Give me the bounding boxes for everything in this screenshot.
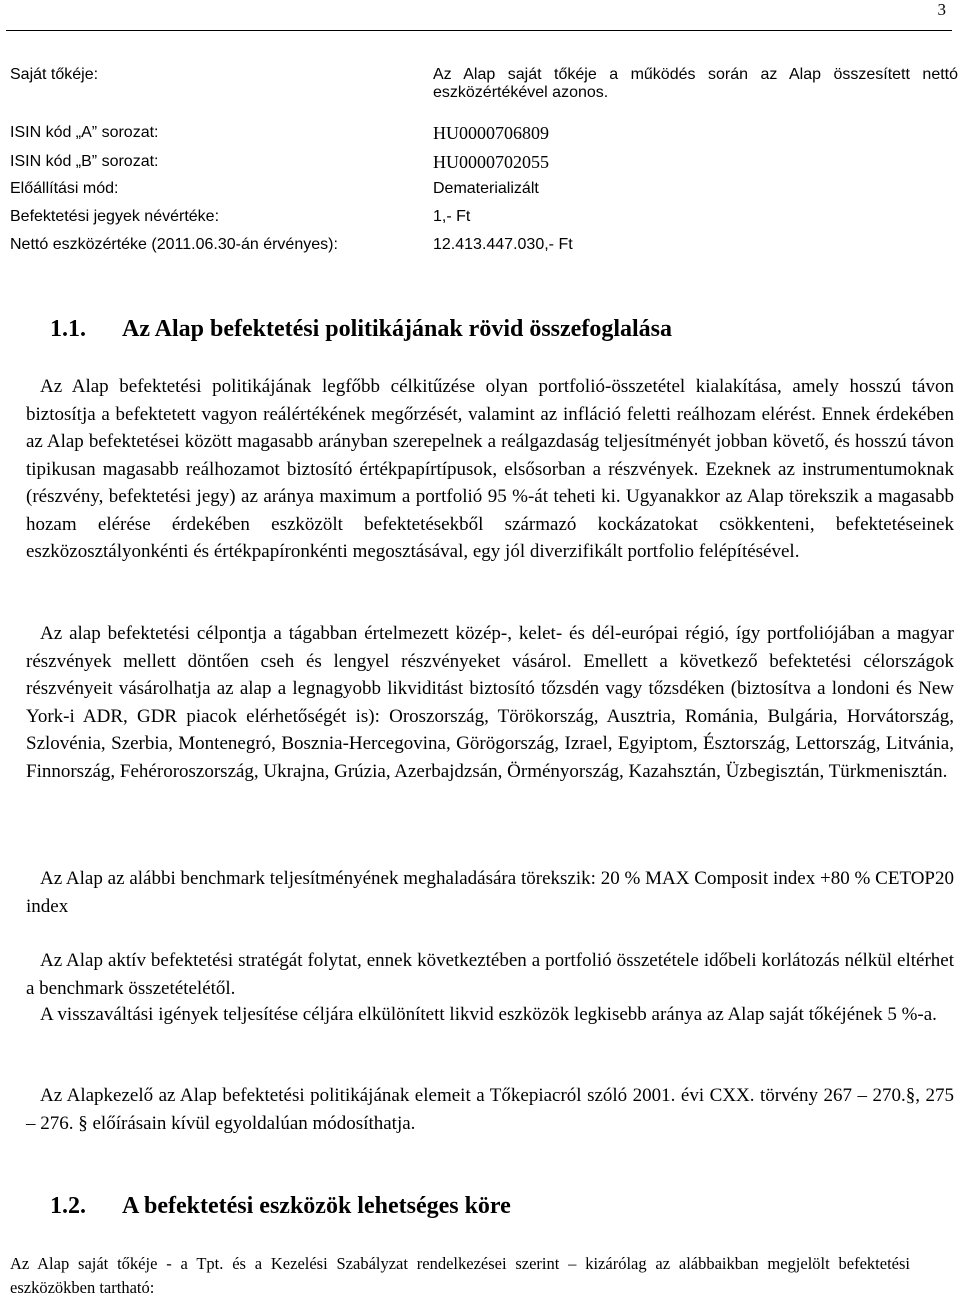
info-label: Előállítási mód:	[10, 180, 119, 197]
info-label: ISIN kód „B” sorozat:	[10, 153, 159, 170]
section-number: 1.2.	[50, 1193, 86, 1219]
section-title: A befektetési eszközök lehetséges köre	[122, 1193, 511, 1219]
paragraph-text: Az Alap saját tőkéje - a Tpt. és a Kezelési Szabályzat rendelkezései szerint – kizárólag az alábbaikban megjelölt befektetési eszközökben tartható:	[10, 1254, 910, 1297]
paragraph	[26, 947, 954, 1002]
info-value: Az Alap saját tőkéje a működés során az Alap összesített nettó eszközértékével azonos.	[433, 66, 958, 101]
paragraph	[10, 1252, 910, 1300]
paragraph-text: A visszaváltási igények teljesítése céljára elkülönített likvid eszközök legkisebb aránya az Alap saját tőkéjének 5 %-a.	[40, 1004, 937, 1025]
info-value: Dematerializált	[433, 180, 539, 197]
info-value: HU0000706809	[433, 123, 549, 143]
page-number: 3	[937, 0, 946, 19]
section-heading-1-2	[50, 1193, 511, 1220]
info-value: HU0000702055	[433, 152, 549, 172]
paragraph	[26, 1082, 954, 1137]
paragraph-text: Az Alap aktív befektetési stratégát folytat, ennek következtében a portfolió összetétele időbeli korlátozás nélkül eltérhet a benchmark összetételétől.	[26, 950, 954, 999]
paragraph-text: Az alap befektetési célpontja a tágabban értelmezett közép-, kelet- és dél-európai régió, így portfoliójában a magyar részvények mellett döntően cseh és lengyel részvényeket vásárol. Emellett a következő befektetési célországok részvényeit vásárolhatja az alap a legnagyobb likviditást biztosító tőzsdén vagy tőzsdéken (biztosítva a londoni és New York-i ADR, GDR piacok elérhetőségét is): Oroszország, Törökország, Ausztria, Románia, Bulgária, Horvátország, Szlovénia, Szerbia, Montenegró, Bosznia-Hercegovina, Görögország, Izrael, Egyiptom, Észtország, Lettország, Litvánia, Finnország, Fehéroroszország, Ukrajna, Grúzia, Azerbajdzsán, Örményország, Kazahsztán, Üzbegisztán, Türkmenisztán.	[26, 623, 954, 782]
paragraph	[26, 1001, 954, 1029]
info-label: ISIN kód „A” sorozat:	[10, 124, 159, 141]
info-label: Befektetési jegyek névértéke:	[10, 208, 220, 225]
section-title: Az Alap befektetési politikájának rövid összefoglalása	[122, 316, 672, 342]
section-number: 1.1.	[50, 316, 86, 342]
paragraph	[26, 620, 954, 785]
paragraph-text: Az Alap befektetési politikájának legfőbb célkitűzése olyan portfolió-összetétel kialakítása, amely hosszú távon biztosítja a befektetett vagyon reálértékének megőrzését, valamint az infláció feletti reálhozam elérést. Ennek érdekében az Alap befektetései között magasabb arányban szerepelnek a reálgazdaság teljesítményét jobban követő, és hosszú távon tipikusan magasabb reálhozamot biztosító értékpapírtípusok, elsősorban a részvények. Ezeknek az instrumentumoknak (részvény, befektetési jegy) az aránya maximum a portfolió 95 %-át teheti ki. Ugyanakkor az Alap törekszik a magasabb hozam elérése érdekében eszközölt befektetésekből származó kockázatokat csökkenteni, befektetéseinek eszközosztályonkénti és értékpapíronkénti megosztásával, egy jól diverzifikált portfolio felépítésével.	[26, 376, 954, 562]
info-label: Nettó eszközértéke (2011.06.30-án érvényes):	[10, 236, 338, 253]
header-rule	[6, 30, 952, 31]
paragraph-text: Az Alapkezelő az Alap befektetési politikájának elemeit a Tőkepiacról szóló 2001. évi CXX. törvény 267 – 270.§, 275 – 276. § előírásain kívül egyoldalúan módosíthatja.	[26, 1085, 954, 1134]
paragraph	[26, 865, 954, 920]
info-value: 1,- Ft	[433, 208, 471, 225]
info-label: Saját tőkéje:	[10, 66, 99, 83]
info-value: 12.413.447.030,- Ft	[433, 236, 573, 253]
paragraph-text: Az Alap az alábbi benchmark teljesítményének meghaladására törekszik: 20 % MAX Composit index +80 % CETOP20 index	[26, 868, 954, 917]
paragraph	[26, 373, 954, 566]
section-heading-1-1	[50, 316, 672, 343]
